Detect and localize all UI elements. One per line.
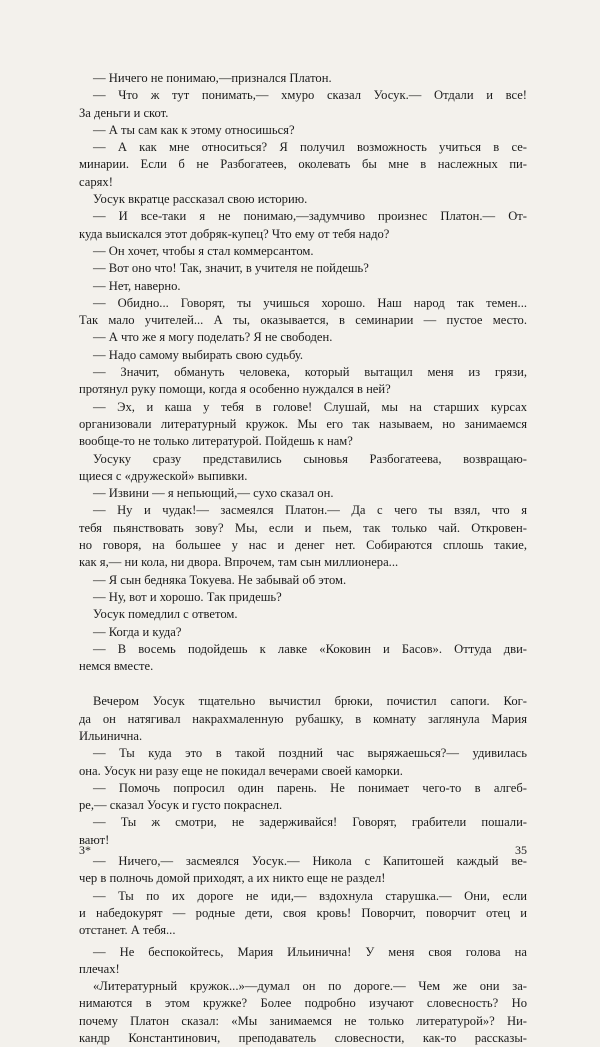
text-line: кандр Константинович, преподаватель словесности, как-то рассказы- <box>79 1031 527 1046</box>
page-body <box>79 70 527 1047</box>
text-line: «Литературный кружок...»—думал он по дороге.— Чем же они за- <box>93 979 527 994</box>
text-line: — Обидно... Говорят, ты учишься хорошо. Наш народ так темен... <box>93 295 527 310</box>
text-line: — Ты ж смотри, не задерживайся! Говорят, грабители пошали- <box>93 815 527 830</box>
section-break <box>79 675 527 693</box>
text-line: — Он хочет, чтобы я стал коммерсантом. <box>93 243 314 258</box>
text-line: — Помочь попросил один парень. Не понимает чего-то в алгеб- <box>93 780 527 795</box>
text-line: — Эх, и каша у тебя в голове! Слушай, мы на старших курсах <box>93 399 527 414</box>
text-line: сарях! <box>79 174 113 189</box>
text-line: протянул руку помощи, когда я особенно нуждался в ней? <box>79 382 391 397</box>
text-line: — Ну, вот и хорошо. Так придешь? <box>93 589 282 604</box>
text-line: ре,— сказал Уосук и густо покраснел. <box>79 798 283 813</box>
text-line: — Когда и куда? <box>93 624 182 639</box>
text-line: она. Уосук ни разу еще не покидал вечерами своей каморки. <box>79 763 403 778</box>
text-line: отстанет. А тебя... <box>79 923 176 938</box>
text-line: Ильинична. <box>79 728 143 743</box>
text-line: Уосук помедлил с ответом. <box>93 607 238 622</box>
text-line: вообще-то не только литературой. Пойдешь к нам? <box>79 434 353 449</box>
text-line: — Что ж тут понимать,— хмуро сказал Уосук.— Отдали и все! <box>93 88 527 103</box>
text-line: и набедокурят — родные дети, своя кровь! Поворчит, поворчит отец и <box>79 905 527 920</box>
text-line: плечах! <box>79 961 120 976</box>
text-line: нимаются в этом кружке? Более подробно изучают словесность? Но <box>79 996 527 1011</box>
text-line: куда выискался этот добряк-купец? Что ему от тебя надо? <box>79 226 390 241</box>
text-line: Вечером Уосук тщательно вычистил брюки, почистил сапоги. Ког- <box>93 694 527 709</box>
signature-mark: 3* <box>79 843 91 857</box>
text-line: — Не беспокойтесь, Мария Ильинична! У меня своя голова на <box>93 944 527 959</box>
text-line: — Ты куда это в такой поздний час выряжаешься?— удивилась <box>93 746 527 761</box>
text-line: Уосуку сразу представились сыновья Разбогатеева, возвращаю- <box>93 451 527 466</box>
text-line: — А что же я могу поделать? Я не свободен. <box>93 330 333 345</box>
text-line: — Нет, наверно. <box>93 278 181 293</box>
text-line: тебя пьянствовать зову? Мы, если и пьем, так только чай. Откровен- <box>79 520 527 535</box>
text-line: — Вот оно что! Так, значит, в учителя не пойдешь? <box>93 261 369 276</box>
text-line: почему Платон сказал: «Мы занимаемся не только литературой»? Ни- <box>79 1013 527 1028</box>
text-line: За деньги и скот. <box>79 105 169 120</box>
text-line: как я,— ни кола, ни двора. Впрочем, там сын миллионера... <box>79 555 399 570</box>
text-line: — А ты сам как к этому относишься? <box>93 122 295 137</box>
text-line: — Ну и чудак!— засмеялся Платон.— Да с чего ты взял, что я <box>93 503 527 518</box>
text-line: немся вместе. <box>79 659 154 674</box>
text-line: щиеся с «дружеской» выпивки. <box>79 468 248 483</box>
text-line: — Ничего,— засмеялся Уосук.— Никола с Капитошей каждый ве- <box>93 854 527 869</box>
text-line: минарии. Если б не Разбогатеев, околевать бы мне в наслежных пи- <box>79 157 527 172</box>
text-line: — Я сын бедняка Токуева. Не забывай об этом. <box>93 572 347 587</box>
text-line: — И все-таки я не понимаю,—задумчиво произнес Платон.— От- <box>93 209 527 224</box>
text-line: — Значит, обмануть человека, который вытащил меня из грязи, <box>93 365 527 380</box>
text-line: Так мало учителей... А ты, оказывается, в семинарии — пустое место. <box>79 313 527 328</box>
text-line: — В восемь подойдешь к лавке «Коковин и Басов». Оттуда дви- <box>93 641 527 656</box>
text-line: — Ты по их дороге не иди,— вздохнула старушка.— Они, если <box>93 888 527 903</box>
text-line: — А как мне относиться? Я получил возможность учиться в се- <box>93 140 527 155</box>
text-line: — Извини — я непьющий,— сухо сказал он. <box>93 486 334 501</box>
text-line: — Ничего не понимаю,—признался Платон. <box>93 71 332 85</box>
text-line: чер в полночь домой приходят, а их никто еще не раздел! <box>79 871 386 886</box>
text-line: организовали литературный кружок. Мы его так называем, но занимаемся <box>79 416 527 431</box>
text-line: — Надо самому выбирать свою судьбу. <box>93 347 304 362</box>
text-line: вают! <box>79 832 110 847</box>
page-number: 35 <box>515 843 527 857</box>
text-line: да он натягивал накрахмаленную рубашку, в комнату заглянула Мария <box>79 711 527 726</box>
text-line: Уосук вкратце рассказал свою историю. <box>93 192 308 207</box>
text-line: но говоря, на большее у нас и денег нет. Собираются сплошь такие, <box>79 538 527 553</box>
